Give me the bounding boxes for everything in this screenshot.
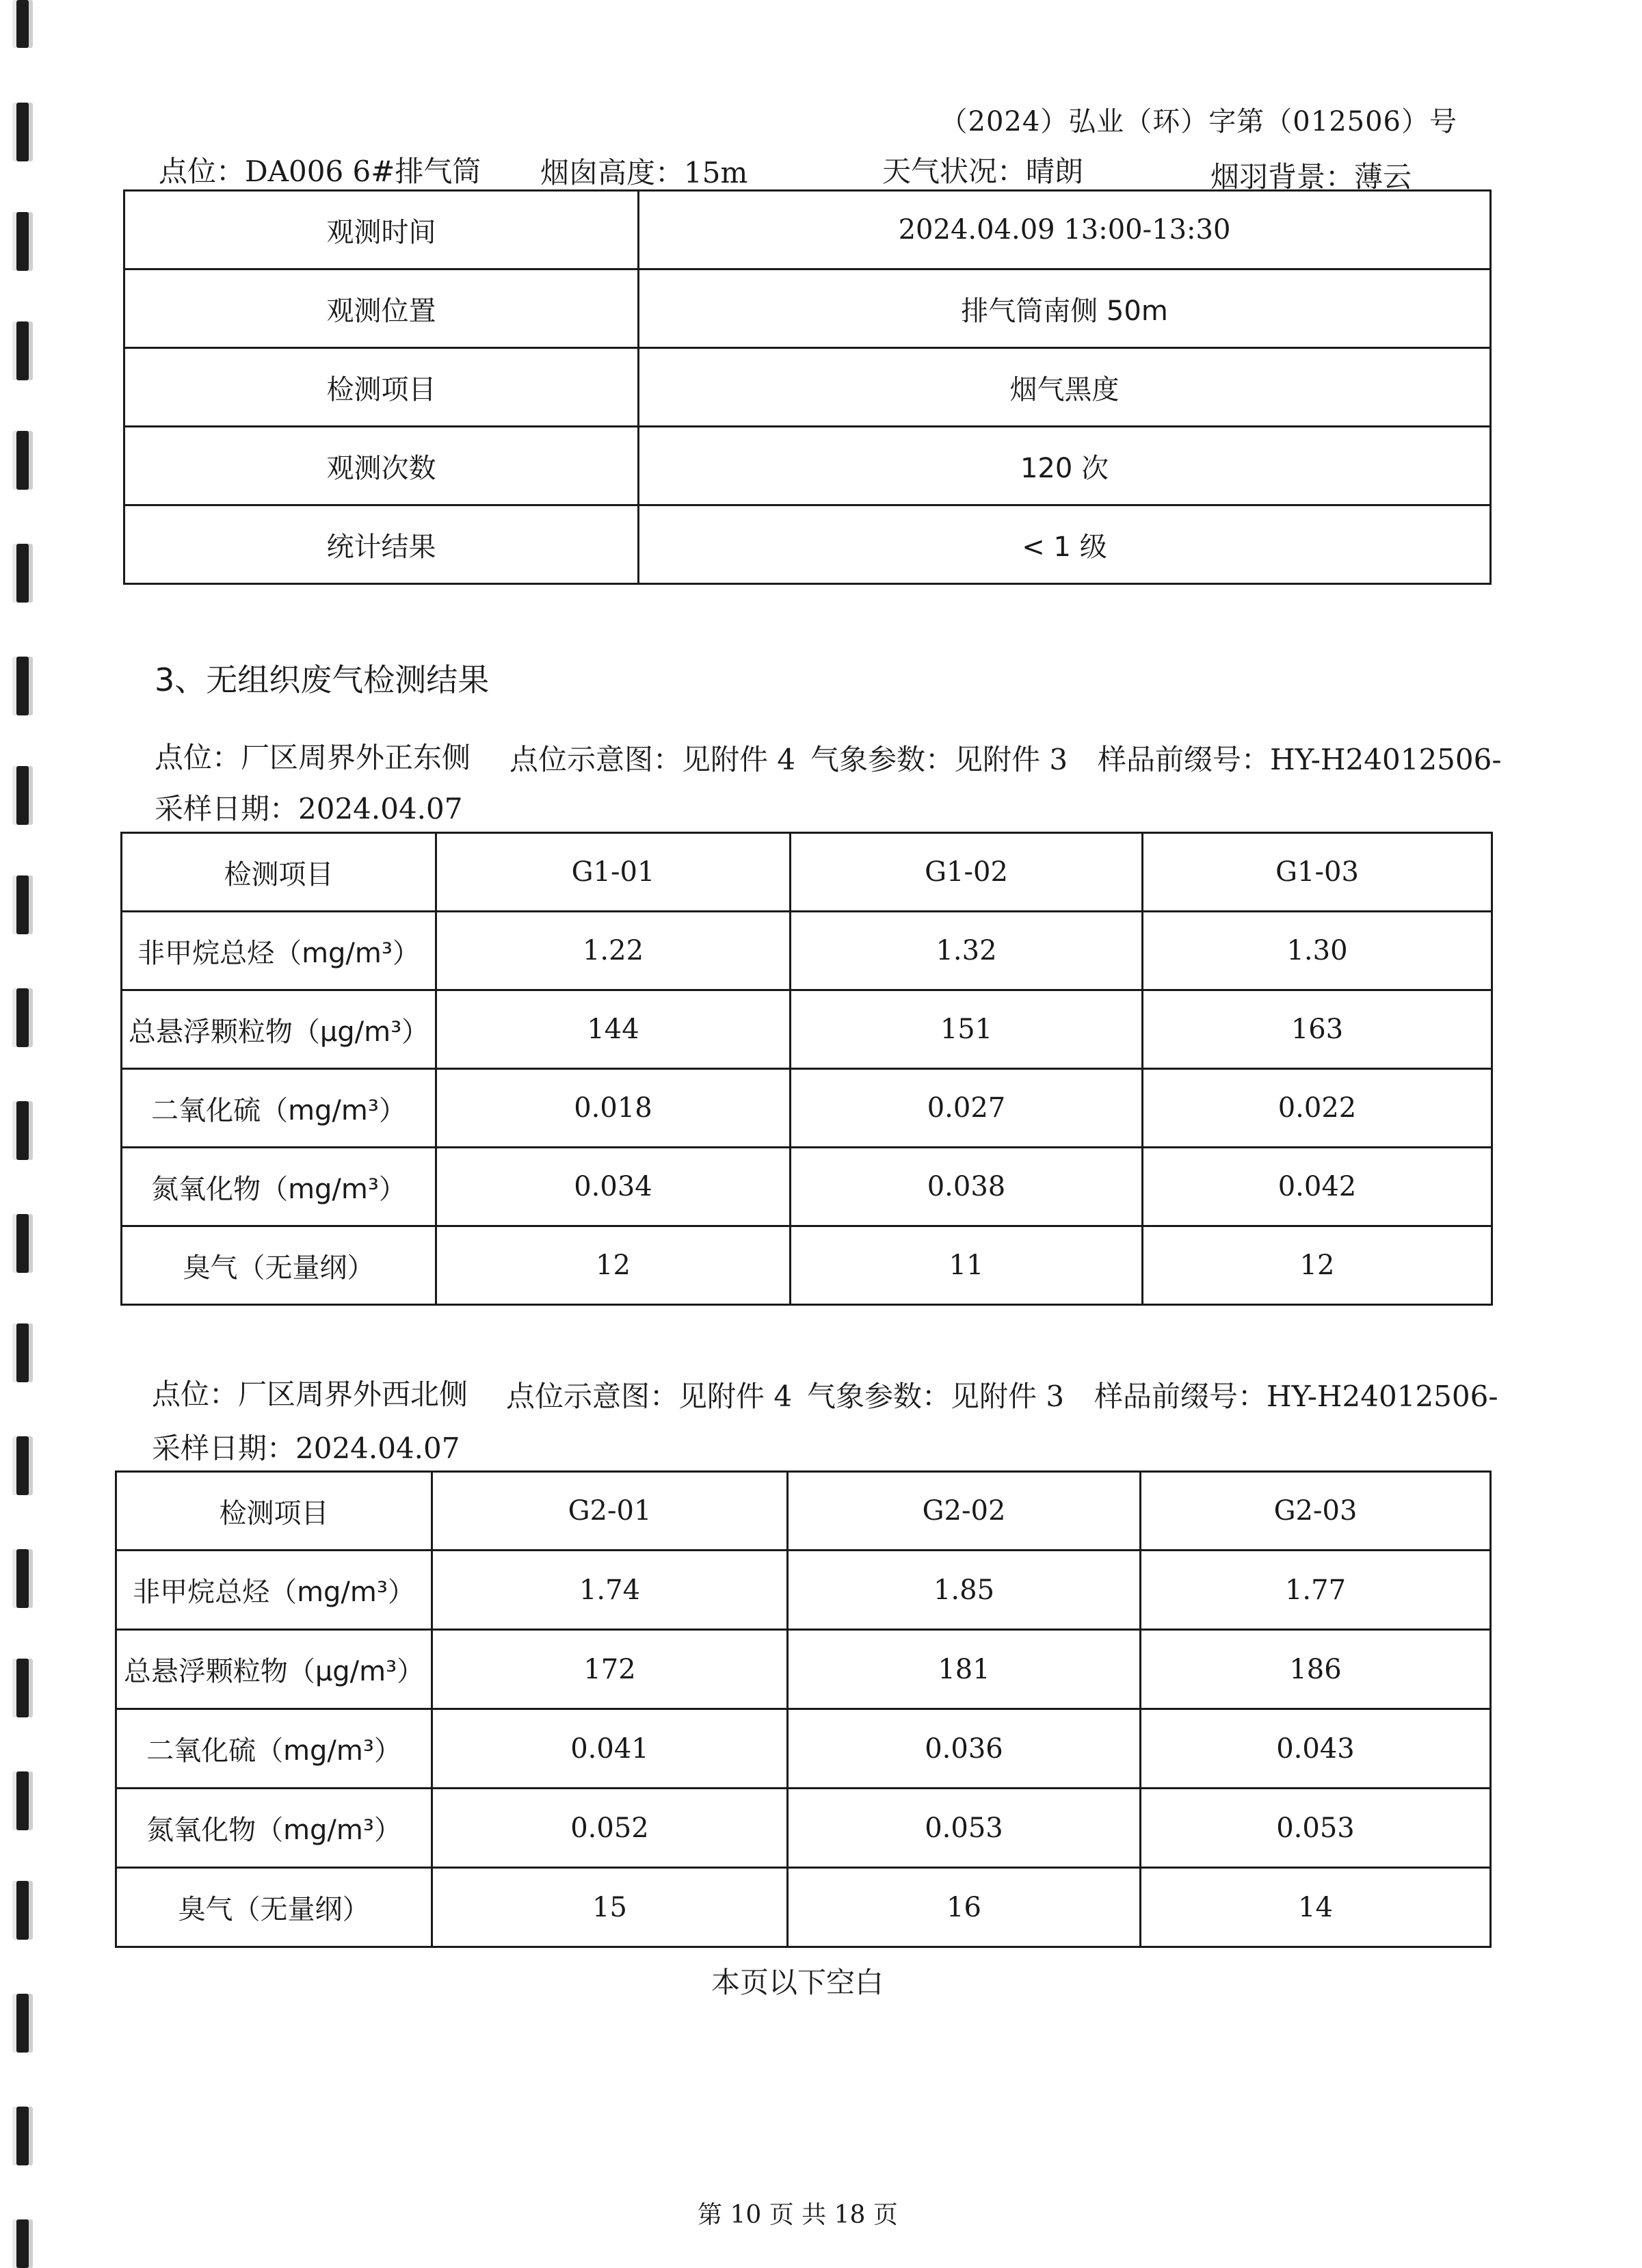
table-row (122, 1069, 1492, 1148)
northwest-sample-prefix: 样品前缀号：HY-H24012506- (1094, 1380, 1498, 1413)
table-cell: 172 (432, 1630, 788, 1709)
table-cell: 15 (432, 1868, 788, 1947)
table-row (124, 505, 1491, 584)
weather-status: 天气状况：晴朗 (882, 155, 1084, 188)
binding-hole (16, 1994, 29, 2053)
item-label: 非甲烷总烃（mg/m³） (116, 1551, 432, 1630)
table-cell: 181 (788, 1630, 1141, 1709)
row-label: 检测项目 (124, 348, 639, 427)
table-cell: 0.027 (791, 1069, 1143, 1148)
binding-hole (16, 1436, 29, 1495)
table-cell: 0.043 (1141, 1709, 1491, 1789)
binding-hole (16, 657, 29, 715)
page-footer: 第 10 页 共 18 页 (698, 2201, 898, 2229)
column-header: 检测项目 (122, 833, 436, 912)
binding-hole (16, 988, 29, 1047)
table-row (122, 912, 1492, 990)
binding-hole (16, 2219, 29, 2268)
item-label: 二氧化硫（mg/m³） (122, 1069, 436, 1148)
column-header: G1-02 (791, 833, 1143, 912)
column-header: 检测项目 (116, 1472, 432, 1551)
plume-background: 烟羽背景：薄云 (1210, 160, 1412, 194)
binding-hole (16, 875, 29, 934)
row-label: 观测次数 (124, 427, 639, 505)
table-cell: 0.034 (436, 1148, 791, 1226)
northwest-sampling-date: 采样日期：2024.04.07 (152, 1432, 460, 1465)
table-row (124, 348, 1491, 427)
binding-hole (16, 1881, 29, 1940)
binding-hole (16, 103, 29, 161)
item-label: 氮氧化物（mg/m³） (116, 1789, 432, 1868)
table-cell: 0.038 (791, 1148, 1143, 1226)
smoke-point: 点位：DA006 6#排气筒 (159, 155, 481, 188)
column-header: G2-03 (1141, 1472, 1491, 1551)
blank-below-note: 本页以下空白 (711, 1966, 884, 1999)
east-weather-ref: 气象参数：见附件 3 (810, 743, 1068, 776)
binding-hole (16, 766, 29, 825)
column-header: G1-01 (436, 833, 791, 912)
table-cell: 12 (436, 1226, 791, 1305)
table-cell: 151 (791, 990, 1143, 1069)
table-cell: 0.052 (432, 1789, 788, 1868)
east-results-table (120, 832, 1493, 1306)
section-title: 3、无组织废气检测结果 (155, 661, 490, 698)
row-label: 观测时间 (124, 191, 639, 269)
east-diagram-ref: 点位示意图：见附件 4 (509, 743, 796, 776)
row-label: 统计结果 (124, 505, 639, 584)
binding-hole (16, 212, 29, 271)
row-value: 120 次 (639, 427, 1491, 505)
table-cell: 1.74 (432, 1551, 788, 1630)
row-value: 烟气黑度 (639, 348, 1491, 427)
east-sample-prefix: 样品前缀号：HY-H24012506- (1098, 743, 1502, 776)
table-row (124, 269, 1491, 348)
binding-hole (16, 1323, 29, 1382)
binding-holes (0, 0, 48, 2268)
table-cell: 0.022 (1143, 1069, 1492, 1148)
northwest-diagram-ref: 点位示意图：见附件 4 (506, 1380, 793, 1413)
column-header: G2-02 (788, 1472, 1141, 1551)
east-sampling-date: 采样日期：2024.04.07 (155, 792, 463, 826)
row-label: 观测位置 (124, 269, 639, 348)
table-row (116, 1630, 1491, 1709)
table-cell: 0.053 (788, 1789, 1141, 1868)
table-header-row (122, 833, 1492, 912)
item-label: 臭气（无量纲） (116, 1868, 432, 1947)
table-cell: 144 (436, 990, 791, 1069)
item-label: 非甲烷总烃（mg/m³） (122, 912, 436, 990)
column-header: G2-01 (432, 1472, 788, 1551)
table-cell: 0.042 (1143, 1148, 1492, 1226)
report-number: （2024）弘业（环）字第（012506）号 (940, 106, 1457, 137)
item-label: 氮氧化物（mg/m³） (122, 1148, 436, 1226)
table-cell: 0.053 (1141, 1789, 1491, 1868)
table-cell: 16 (788, 1868, 1141, 1947)
table-row (116, 1789, 1491, 1868)
east-point: 点位：厂区周界外正东侧 (155, 741, 471, 774)
binding-hole (16, 1214, 29, 1273)
table-cell: 0.036 (788, 1709, 1141, 1789)
table-row (116, 1551, 1491, 1630)
table-cell: 12 (1143, 1226, 1492, 1305)
table-cell: 186 (1141, 1630, 1491, 1709)
binding-hole (16, 544, 29, 603)
item-label: 总悬浮颗粒物（μg/m³） (122, 990, 436, 1069)
binding-hole (16, 1659, 29, 1717)
column-header: G1-03 (1143, 833, 1492, 912)
table-row (122, 990, 1492, 1069)
item-label: 总悬浮颗粒物（μg/m³） (116, 1630, 432, 1709)
table-cell: 11 (791, 1226, 1143, 1305)
table-row (124, 427, 1491, 505)
table-cell: 1.22 (436, 912, 791, 990)
item-label: 臭气（无量纲） (122, 1226, 436, 1305)
northwest-point: 点位：厂区周界外西北侧 (152, 1377, 468, 1411)
northwest-results-table (115, 1471, 1492, 1948)
table-cell: 1.30 (1143, 912, 1492, 990)
table-cell: 1.32 (791, 912, 1143, 990)
row-value: 排气筒南侧 50m (639, 269, 1491, 348)
table-row (116, 1709, 1491, 1789)
table-cell: 0.018 (436, 1069, 791, 1148)
table-cell: 1.85 (788, 1551, 1141, 1630)
binding-hole (16, 1549, 29, 1608)
binding-hole (16, 431, 29, 490)
binding-hole (16, 2107, 29, 2165)
binding-hole (16, 1101, 29, 1160)
northwest-weather-ref: 气象参数：见附件 3 (807, 1380, 1065, 1413)
smoke-observation-table (123, 189, 1492, 585)
row-value: 2024.04.09 13:00-13:30 (639, 191, 1491, 269)
table-row (116, 1868, 1491, 1947)
item-label: 二氧化硫（mg/m³） (116, 1709, 432, 1789)
row-value: < 1 级 (639, 505, 1491, 584)
table-cell: 14 (1141, 1868, 1491, 1947)
table-cell: 163 (1143, 990, 1492, 1069)
binding-hole (16, 321, 29, 380)
stack-height: 烟囱高度：15m (540, 156, 748, 189)
binding-hole (16, 0, 29, 48)
table-cell: 0.041 (432, 1709, 788, 1789)
table-header-row (116, 1472, 1491, 1551)
table-row (124, 191, 1491, 269)
table-row (122, 1226, 1492, 1305)
table-row (122, 1148, 1492, 1226)
table-cell: 1.77 (1141, 1551, 1491, 1630)
binding-hole (16, 1771, 29, 1830)
